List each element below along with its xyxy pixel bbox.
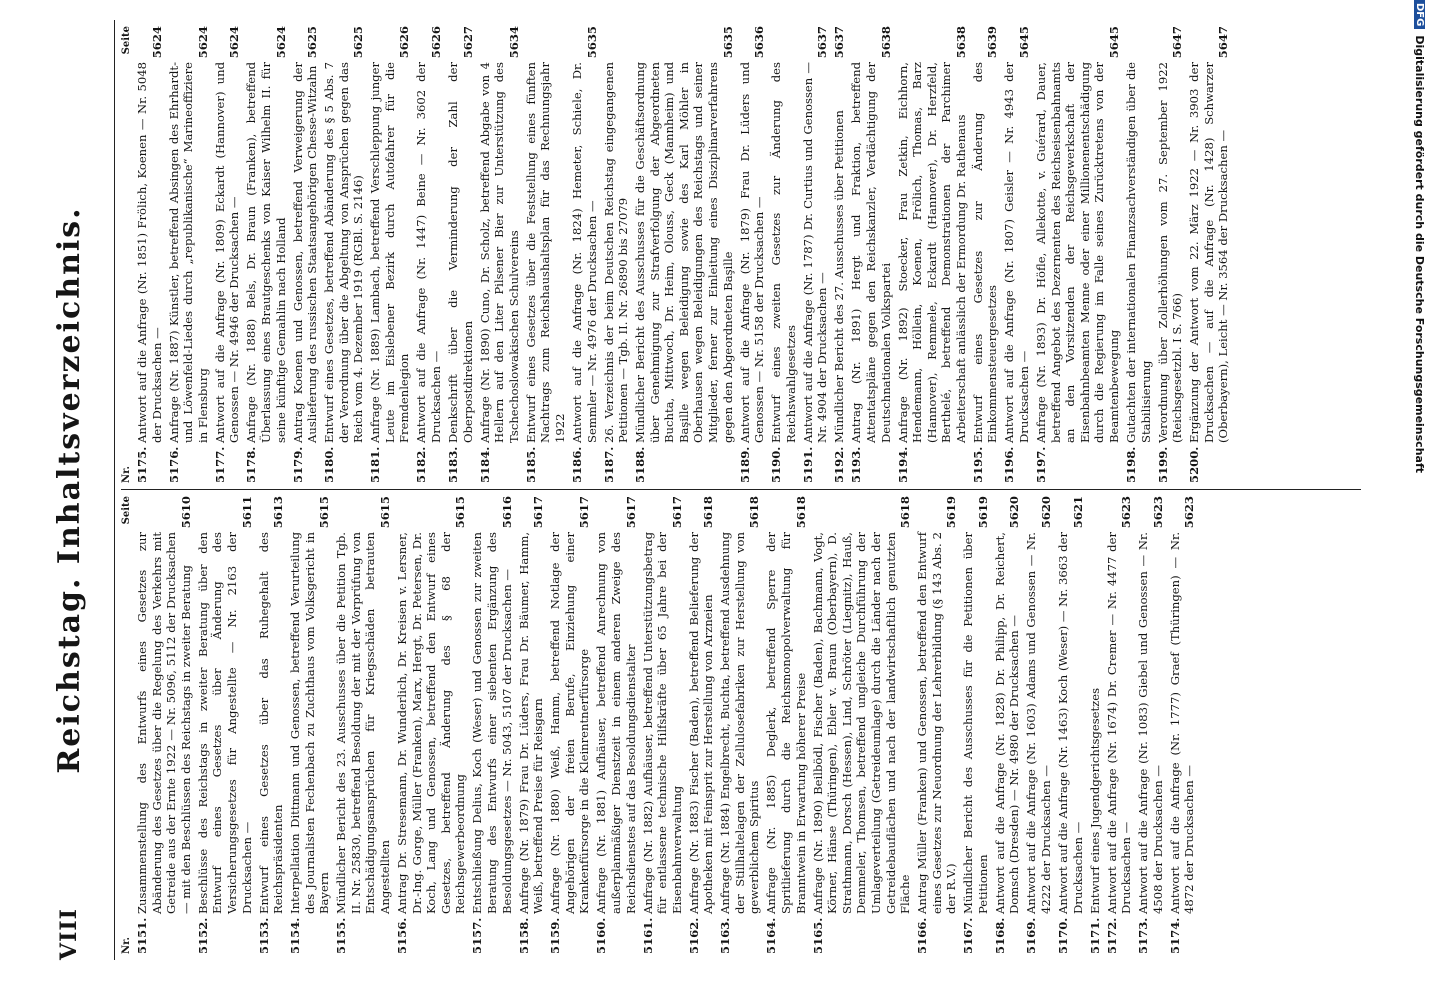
entry-page: 5639 (985, 26, 1000, 59)
entry-text: Anfrage (Nr. 1879) Frau Dr. Lüders, Frau Dr. Bäumer, Hamm, Weiß, betreffend Preise für Reisgarn (516, 532, 546, 914)
entry-number: 5181. (368, 446, 383, 483)
index-entry (1124, 26, 1153, 483)
entry-page: 5617 (669, 496, 684, 529)
entry-text: Anfrage (Nr. 1892) Stoecker, Frau Zetkin, Eichhorn, Hendemann, Höllein, Koenen, Frölich, Thomas, Barz (Hannover), Remmele, Eckardt (Hannover), Dr. Herzfeld, Berthelé, betreffend Demonstrationen der Parchimer Arbeiterschaft anlässlich der Ermordung Dr. Rathenaus (895, 62, 968, 443)
index-entry (1105, 496, 1134, 954)
entry-text: 26. Verzeichnis der beim Deutschen Reichstag eingegangenen Petitionen — Tgb. II. Nr. 26890 bis 27079 (601, 62, 631, 443)
entry-number: 5176. (166, 446, 181, 483)
entry-number: 5160. (594, 917, 609, 954)
entry-number: 5173. (1136, 917, 1151, 954)
entry-number: 5156. (395, 917, 410, 954)
entry-page: 5615 (317, 496, 332, 529)
entry-number: 5168. (992, 917, 1007, 954)
index-entry (961, 496, 990, 954)
entry-text: Antwort auf die Anfrage (Nr. 1851) Frölich, Koenen — Nr. 5048 der Drucksachen — (135, 62, 164, 443)
entry-text: Mündlicher Bericht des Ausschusses für die Petitionen über Petitionen (961, 532, 990, 914)
index-entry (517, 496, 546, 954)
column-header-page: Seite (121, 26, 132, 55)
index-entry (602, 26, 631, 483)
entry-page: 5634 (506, 26, 521, 59)
entry-number: 5151. (135, 917, 149, 954)
index-entry (915, 496, 959, 954)
index-entry (135, 26, 164, 483)
entry-number: 5196. (1002, 446, 1017, 483)
entry-page: 5624 (227, 26, 242, 59)
entry-number: 5159. (548, 917, 563, 954)
entry-number: 5182. (414, 446, 429, 483)
entry-text: Interpellation Dittmann und Genossen, betreffend Verurteilung des Journalisten Fechenbach zu Zuchthaus vom Volksgericht in Bayern (288, 532, 332, 914)
index-entry (1056, 496, 1085, 954)
index-entry (244, 26, 288, 483)
column-header-page: Seite (121, 496, 132, 525)
index-entry (1136, 496, 1165, 954)
entry-text: Entschließung Delius, Koch (Weser) und Genossen zur zweiten Beratung des Entwurfs einer siebenten Ergänzung des Besoldungsgesetzes — Nr. 5043, 5107 der Drucksachen — (470, 532, 514, 914)
entry-page: 5617 (577, 496, 592, 529)
entry-number: 5153. (256, 917, 271, 954)
index-entry (1024, 496, 1053, 954)
entry-page: 5624 (195, 26, 210, 59)
entry-number: 5200. (1187, 446, 1202, 483)
entry-text: Anfrage (Nr. 1882) Aufhäuser, betreffend Unterstützungsbetrag für entlassene technische Hilfskräfte über 65 Jahre bei der Eisenbahnverwaltung (640, 532, 684, 914)
entry-number: 5188. (633, 446, 648, 483)
entry-text: Antwort auf die Anfrage (Nr. 1809) Eckardt (Hannover) und Genossen — Nr. 4946 der Drucksachen — (212, 62, 242, 443)
entry-page: 5637 (832, 26, 847, 59)
entry-number: 5175. (135, 446, 149, 483)
index-entry (1187, 26, 1231, 483)
entry-text: Anfrage (Nr. 1889) Lambach, betreffend Verschleppung junger Leute im Eislebener Bezirk durch Autofahrer für die Fremdenlegion (368, 62, 412, 443)
entry-number: 5185. (523, 446, 538, 483)
entry-page: 5618 (793, 496, 808, 529)
index-entry (1002, 26, 1031, 483)
entry-text: Anfrage (Nr. 1888) Bels, Dr. Braun (Franken), betreffend Überlassung eines Brautgeschenks von Kaiser Wilhelm II. für seine künftige Gemahlin nach Holland (244, 62, 288, 443)
entry-page: 5636 (752, 26, 767, 59)
index-entry (641, 496, 685, 954)
index-entry (769, 26, 798, 483)
entry-number: 5155. (334, 917, 349, 954)
entry-text: Antwort auf die Anfrage (Nr. 1447) Beine — Nr. 3602 der Drucksachen — (414, 62, 444, 443)
entry-number: 5179. (290, 446, 305, 483)
entry-text: Antwort auf die Anfrage (Nr. 1463) Koch (Weser) — Nr. 3663 der Drucksachen — (1056, 532, 1085, 914)
right-column (121, 20, 1361, 490)
entry-page: 5626 (397, 26, 412, 59)
entry-page: 5616 (499, 496, 514, 529)
entry-text: Entwurf eines Gesetzes zur Änderung des Einkommensteuergesetzes (970, 62, 1000, 443)
entry-text: Antwort auf die Anfrage (Nr. 1787) Dr. Curtius und Genossen — Nr. 4904 der Drucksachen — (800, 62, 830, 443)
entry-number: 5191. (800, 446, 815, 483)
index-entry (478, 26, 522, 483)
entry-text: Anfrage (Nr. 1880) Weiß, Hamm, betreffend Notlage der Angehörigen der freien Berufe, Einziehung einer Krankenfürsorge in die Kleinrentnerfürsorge (548, 532, 592, 914)
entry-number: 5154. (288, 917, 303, 954)
entry-number: 5180. (322, 446, 337, 483)
entry-page: 5617 (531, 496, 546, 529)
dfg-logo: DFG (1415, 0, 1426, 29)
entry-number: 5172. (1104, 917, 1119, 954)
entry-text: Entwurf eines Gesetzes über das Ruhegehalt des Reichspräsidenten (256, 532, 286, 914)
entry-text: Entwurf eines Gesetzes über die Feststellung eines fünften Nachtrags zum Reichshaushaltsplan für das Rechnungsjahr 1922 (523, 62, 567, 443)
entry-page: 5627 (460, 26, 475, 59)
entry-page: 5620 (1039, 496, 1054, 529)
entry-text: Beschlüsse des Reichstags in zweiter Beratung über den Entwurf eines Gesetzes über Änderung des Versicherungsgesetzes für Angestellte — Nr. 2163 der Drucksachen — (195, 532, 254, 914)
entry-number: 5187. (601, 446, 616, 483)
entry-page: 5647 (1170, 26, 1185, 59)
index-entry (811, 496, 913, 954)
entry-page: 5645 (1107, 26, 1121, 59)
entry-page: 5615 (378, 496, 393, 529)
index-columns (121, 20, 1361, 960)
entry-number: 5194. (895, 446, 910, 483)
entry-number: 5164. (764, 917, 779, 954)
entry-text: Denkschrift über die Verminderung der Zahl der Oberpostdirektionen (446, 62, 475, 443)
index-entry (832, 26, 847, 483)
index-entry (718, 496, 762, 954)
entry-page: 5620 (1007, 496, 1022, 529)
index-entry (548, 496, 592, 954)
entry-text: Mündlicher Bericht des Ausschusses für die Geschäftsordnung über Genehmigung zur Strafverfolgung der Abgeordneten Buchta, Mittwoch, Dr. Heim, Olouss, Geck (Mannheim) und Başille wegen Beleidigung sowie des Karl Möhler in Oberhausen wegen Beleidigungen des Reichstags und seiner Mitglieder, ferner zur Einleitung eines Disziplinarverfahrens gegen den Abgeordneten Başille (633, 62, 735, 443)
entry-text: Antrag Müller (Franken) und Genossen, betreffend den Entwurf eines Gesetzes zur Neuordnung der Lehrerbildung (§ 143 Abs. 2 der R.V.) (915, 532, 959, 914)
page-title: Reichstag. Inhaltsverzeichnis. (52, 206, 87, 774)
entry-text: Entwurf eines zweiten Gesetzes zur Änderung des Reichswahlgesetzes (769, 62, 798, 443)
entry-text: Anfrage (Nr. 1883) Fischer (Baden), betreffend Belieferung der Apotheken mit Feinsprit zur Herstellung von Arzneien (686, 532, 716, 914)
index-entry (971, 26, 1000, 483)
entry-number: 5162. (686, 917, 701, 954)
entry-text: Mündlicher Bericht des 23. Ausschusses über die Petition Tgb. II. Nr. 25830, betreffend Besoldung der mit der Vorprüfung von Entschädigungsansprüchen für Kriegsschäden betrauten Angestellten (334, 532, 393, 914)
entry-page: 5615 (453, 496, 468, 529)
column-header (121, 26, 135, 483)
index-entry (524, 26, 568, 483)
index-entry (395, 496, 468, 954)
index-entry (1156, 26, 1185, 483)
index-entry (291, 26, 320, 483)
entry-number: 5177. (212, 446, 227, 483)
digitization-note (1406, 0, 1434, 1000)
entry-text: Anfrage (Nr. 1885) Deglerk, betreffend Sperre der Spritlieferung durch die Reichsmonopolverwaltung für Branntwein in Erwartung höherer Preise (764, 532, 808, 914)
entry-number: 5178. (244, 446, 259, 483)
index-entry (801, 26, 830, 483)
entry-text: Anfrage (Nr. 1890) Cuno, Dr. Scholz, betreffend Abgabe von 4 Hellern auf den Liter Pilsener Bier zur Unterstützung des Tschechoslowakischen Schulvereins (477, 62, 521, 443)
index-entry (135, 496, 193, 954)
entry-number: 5161. (640, 917, 655, 954)
entry-number: 5190. (769, 446, 784, 483)
index-entry (570, 26, 599, 483)
index-entry (446, 26, 475, 483)
index-entry (322, 26, 366, 483)
index-entry (1168, 496, 1197, 954)
entry-text: Gutachten der internationalen Finanzsachverständigen über die Stabilisierung (1123, 62, 1153, 443)
entry-page: 5624 (149, 26, 164, 59)
index-entry (1034, 26, 1122, 483)
entry-page: 5625 (351, 26, 366, 59)
entry-page: 5623 (1150, 496, 1165, 529)
entry-text: Anfrage (Nr. 1890) Beilbödl, Fischer (Baden), Bachmann, Vogt, Körner, Hänse (Thüringen), Ebler v. Braun (Oberbayern), D. Strathmann, Dorsch (Hessen), Lind, Schröter (Liegnitz), Hauß, Demmeler, Thomsen, betreffend ungleiche Durchführung der Umlageverteilung (Getreideumlage) durch die Länder nach der Getreidebauflächen und nach der landwirtschaftlich genutzten Fläche (810, 532, 913, 914)
entry-number: 5174. (1167, 917, 1182, 954)
entry-number: 5165. (810, 917, 825, 954)
entry-page: 5618 (701, 496, 716, 529)
index-entry (633, 26, 735, 483)
entry-number: 5195. (970, 446, 985, 483)
entry-page: 5623 (1182, 496, 1197, 529)
entry-number: 5157. (470, 917, 485, 954)
entry-text: Antwort auf die Anfrage (Nr. 1807) Geisler — Nr. 4943 der Drucksachen — (1002, 62, 1032, 443)
page-number-roman: VIII (56, 908, 82, 960)
entry-number: 5171. (1087, 917, 1102, 954)
column-header-number: Nr. (121, 937, 132, 954)
entry-number: 5192. (832, 446, 847, 483)
entry-number: 5183. (446, 446, 460, 483)
index-entry (738, 26, 767, 483)
entry-text: Anfrage (Nr. 1893) Dr. Höfle, Allekotte, v. Guérard, Dauer, betreffend Angebot des Dezernenten des Reichseisenbahnamts an den Vorsitzenden der Reichsgewerkschaft der Eisenbahnbeamten Menne oder einer Millionenentschädigung durch die Regierung im Falle seines Zurücktretens von der Beamtenbewegung (1034, 62, 1121, 443)
entry-text: Ergänzung der Antwort vom 22. März 1922 — Nr. 3903 der Drucksachen — auf die Anfrage (Nr. 1428) Schwarzer (Oberbayern), Leicht — Nr. 3564 der Drucksachen — (1187, 62, 1231, 443)
entry-number: 5186. (569, 446, 584, 483)
entry-page: 5638 (878, 26, 893, 59)
entry-number: 5199. (1155, 446, 1170, 483)
index-entry (764, 496, 808, 954)
entry-number: 5166. (915, 917, 930, 954)
page-header (50, 20, 115, 960)
entry-number: 5198. (1123, 446, 1138, 483)
entry-number: 5193. (849, 446, 864, 483)
entry-text: Antwort auf die Anfrage (Nr. 1879) Frau Dr. Lüders und Genossen — Nr. 5158 der Drucksachen — (737, 62, 767, 443)
entry-page: 5617 (623, 496, 638, 529)
entry-text: Antrag (Nr. 1891) Hergt und Fraktion, betreffend Attentatspläne gegen den Reichskanzler, Verdächtigung der Deutschnationalen Volkspartei (849, 62, 893, 443)
left-column (121, 490, 1361, 960)
entry-text: Entwurf eines Jugendgerichtsgesetzes (1087, 687, 1102, 914)
index-entry (849, 26, 893, 483)
entry-page: 5618 (747, 496, 762, 529)
entry-page: 5611 (239, 496, 254, 529)
entry-number: 5167. (961, 917, 976, 954)
entry-text: Entwurf eines Gesetzes, betreffend Abänderung des § 5 Abs. 7 der Verordnung über die Abgeltung von Ansprüchen gegen das Reich vom 4. Dezember 1919 (RGBl. S. 2146) (322, 62, 366, 443)
entry-text: Antrag Dr. Stresemann, Dr. Wunderlich, Dr. Kreisen v. Lersner, Dr.-Ing. Gorge, Müller (Franken), Marx, Hergt, Dr. Petersen, Dr. Koch, Lang und Genossen, betreffend den Entwurf eines Gesetzes, betreffend Änderung des § 68 der Reichsgewerbeordnung (395, 532, 468, 914)
entry-page: 5647 (1216, 26, 1231, 59)
entry-page: 5645 (1017, 26, 1032, 59)
entry-number: 5169. (1024, 917, 1039, 954)
entry-page: 5635 (720, 26, 735, 59)
index-entry (1088, 496, 1103, 954)
index-entry (896, 26, 969, 483)
index-entry (993, 496, 1022, 954)
entry-text: Antwort auf die Anfrage (Nr. 1824) Hemeter, Schiele, Dr. Semmler — Nr. 4976 der Drucksachen — (569, 62, 599, 443)
entry-number: 5170. (1056, 917, 1071, 954)
entry-text: Verordnung über Zollerhöhungen vom 27. September 1922 (Reichsgesetzbl. I S. 766) (1155, 62, 1185, 443)
column-header (121, 496, 135, 954)
entry-page: 5621 (1070, 496, 1085, 529)
index-entry (288, 496, 332, 954)
index-entry (334, 496, 392, 954)
entry-number: 5158. (516, 917, 531, 954)
index-entry (470, 496, 514, 954)
index-entry (594, 496, 638, 954)
entry-text: Anfrage (Nr. 1884) Engelbrecht, Buchta, betreffend Ausdehnung der Stillhaltelagen der Zellulosefabriken zur Herstellung von gewerblichem Spiritus (718, 532, 762, 914)
index-entry (196, 496, 254, 954)
entry-number: 5152. (195, 917, 210, 954)
entry-number: 5163. (718, 917, 733, 954)
index-entry (257, 496, 286, 954)
entry-page: 5618 (898, 496, 913, 529)
digitization-credit: Digitalisierung gefördert durch die Deutsche Forschungsgemeinschaft (1413, 35, 1427, 474)
entry-text: Antwort auf die Anfrage (Nr. 1828) Dr. Philipp, Dr. Reichert, Domsch (Dresden) — Nr. 4980 der Drucksachen — (992, 532, 1022, 914)
entry-text: Anfrage (Nr. 1881) Aufhäuser, betreffend Anrechnung von außerplanmäßiger Dienstzeit in einem anderen Zweige des Reichsdienstes auf das Besoldungsdienstalter (594, 532, 638, 914)
entry-page: 5626 (429, 26, 444, 59)
entry-text: Antwort auf die Anfrage (Nr. 1674) Dr. Cremer — Nr. 4477 der Drucksachen — (1104, 532, 1134, 914)
entry-text: Anfrage (Nr. 1887) Künstler, betreffend Absingen des Ehrhardt- und Löwenfeld-Liedes durch „republikanische“ Marineoffiziere in Flensburg (166, 62, 210, 443)
index-entry (213, 26, 242, 483)
entry-page: 5619 (975, 496, 990, 529)
entry-text: Zusammenstellung des Entwurfs eines Gesetzes zur Abänderung des Gesetzes über die Regelung des Verkehrs mit Getreide aus der Ernte 1922 — Nr. 5096, 5112 der Drucksachen — mit den Beschlüssen des Reichstags in zweiter Beratung (135, 532, 193, 914)
entry-page: 5610 (178, 496, 193, 529)
entry-page: 5623 (1119, 496, 1134, 529)
entry-text: Antwort auf die Anfrage (Nr. 1603) Adams und Genossen — Nr. 4222 der Drucksachen — (1024, 532, 1054, 914)
entry-text: Antwort auf die Anfrage (Nr. 1777) Graef (Thüringen) — Nr. 4872 der Drucksachen — (1167, 532, 1197, 914)
entry-page: 5635 (584, 26, 599, 59)
entry-page: 5637 (815, 26, 830, 59)
entry-page: 5638 (953, 26, 968, 59)
entry-page: 5613 (271, 496, 286, 529)
index-entry (167, 26, 211, 483)
entry-number: 5184. (477, 446, 492, 483)
entry-number: 5189. (737, 446, 752, 483)
rotated-page (50, 20, 1360, 960)
entry-text: Antwort auf die Anfrage (Nr. 1083) Giebel und Genossen — Nr. 4508 der Drucksachen — (1136, 532, 1165, 914)
entry-page: 5619 (944, 496, 959, 529)
entry-page: 5625 (305, 26, 320, 59)
entry-text: Mündlicher Bericht des 27. Ausschusses über Petitionen (832, 110, 847, 443)
index-entry (687, 496, 716, 954)
column-header-number: Nr. (121, 466, 132, 483)
index-entry (368, 26, 412, 483)
entry-text: Antrag Koenen und Genossen, betreffend Verweigerung der Auslieferung des russischen Staatsangehörigen Chesse-Witzahn (290, 62, 320, 443)
entry-number: 5197. (1034, 446, 1049, 483)
entry-page: 5624 (273, 26, 288, 59)
index-entry (414, 26, 443, 483)
